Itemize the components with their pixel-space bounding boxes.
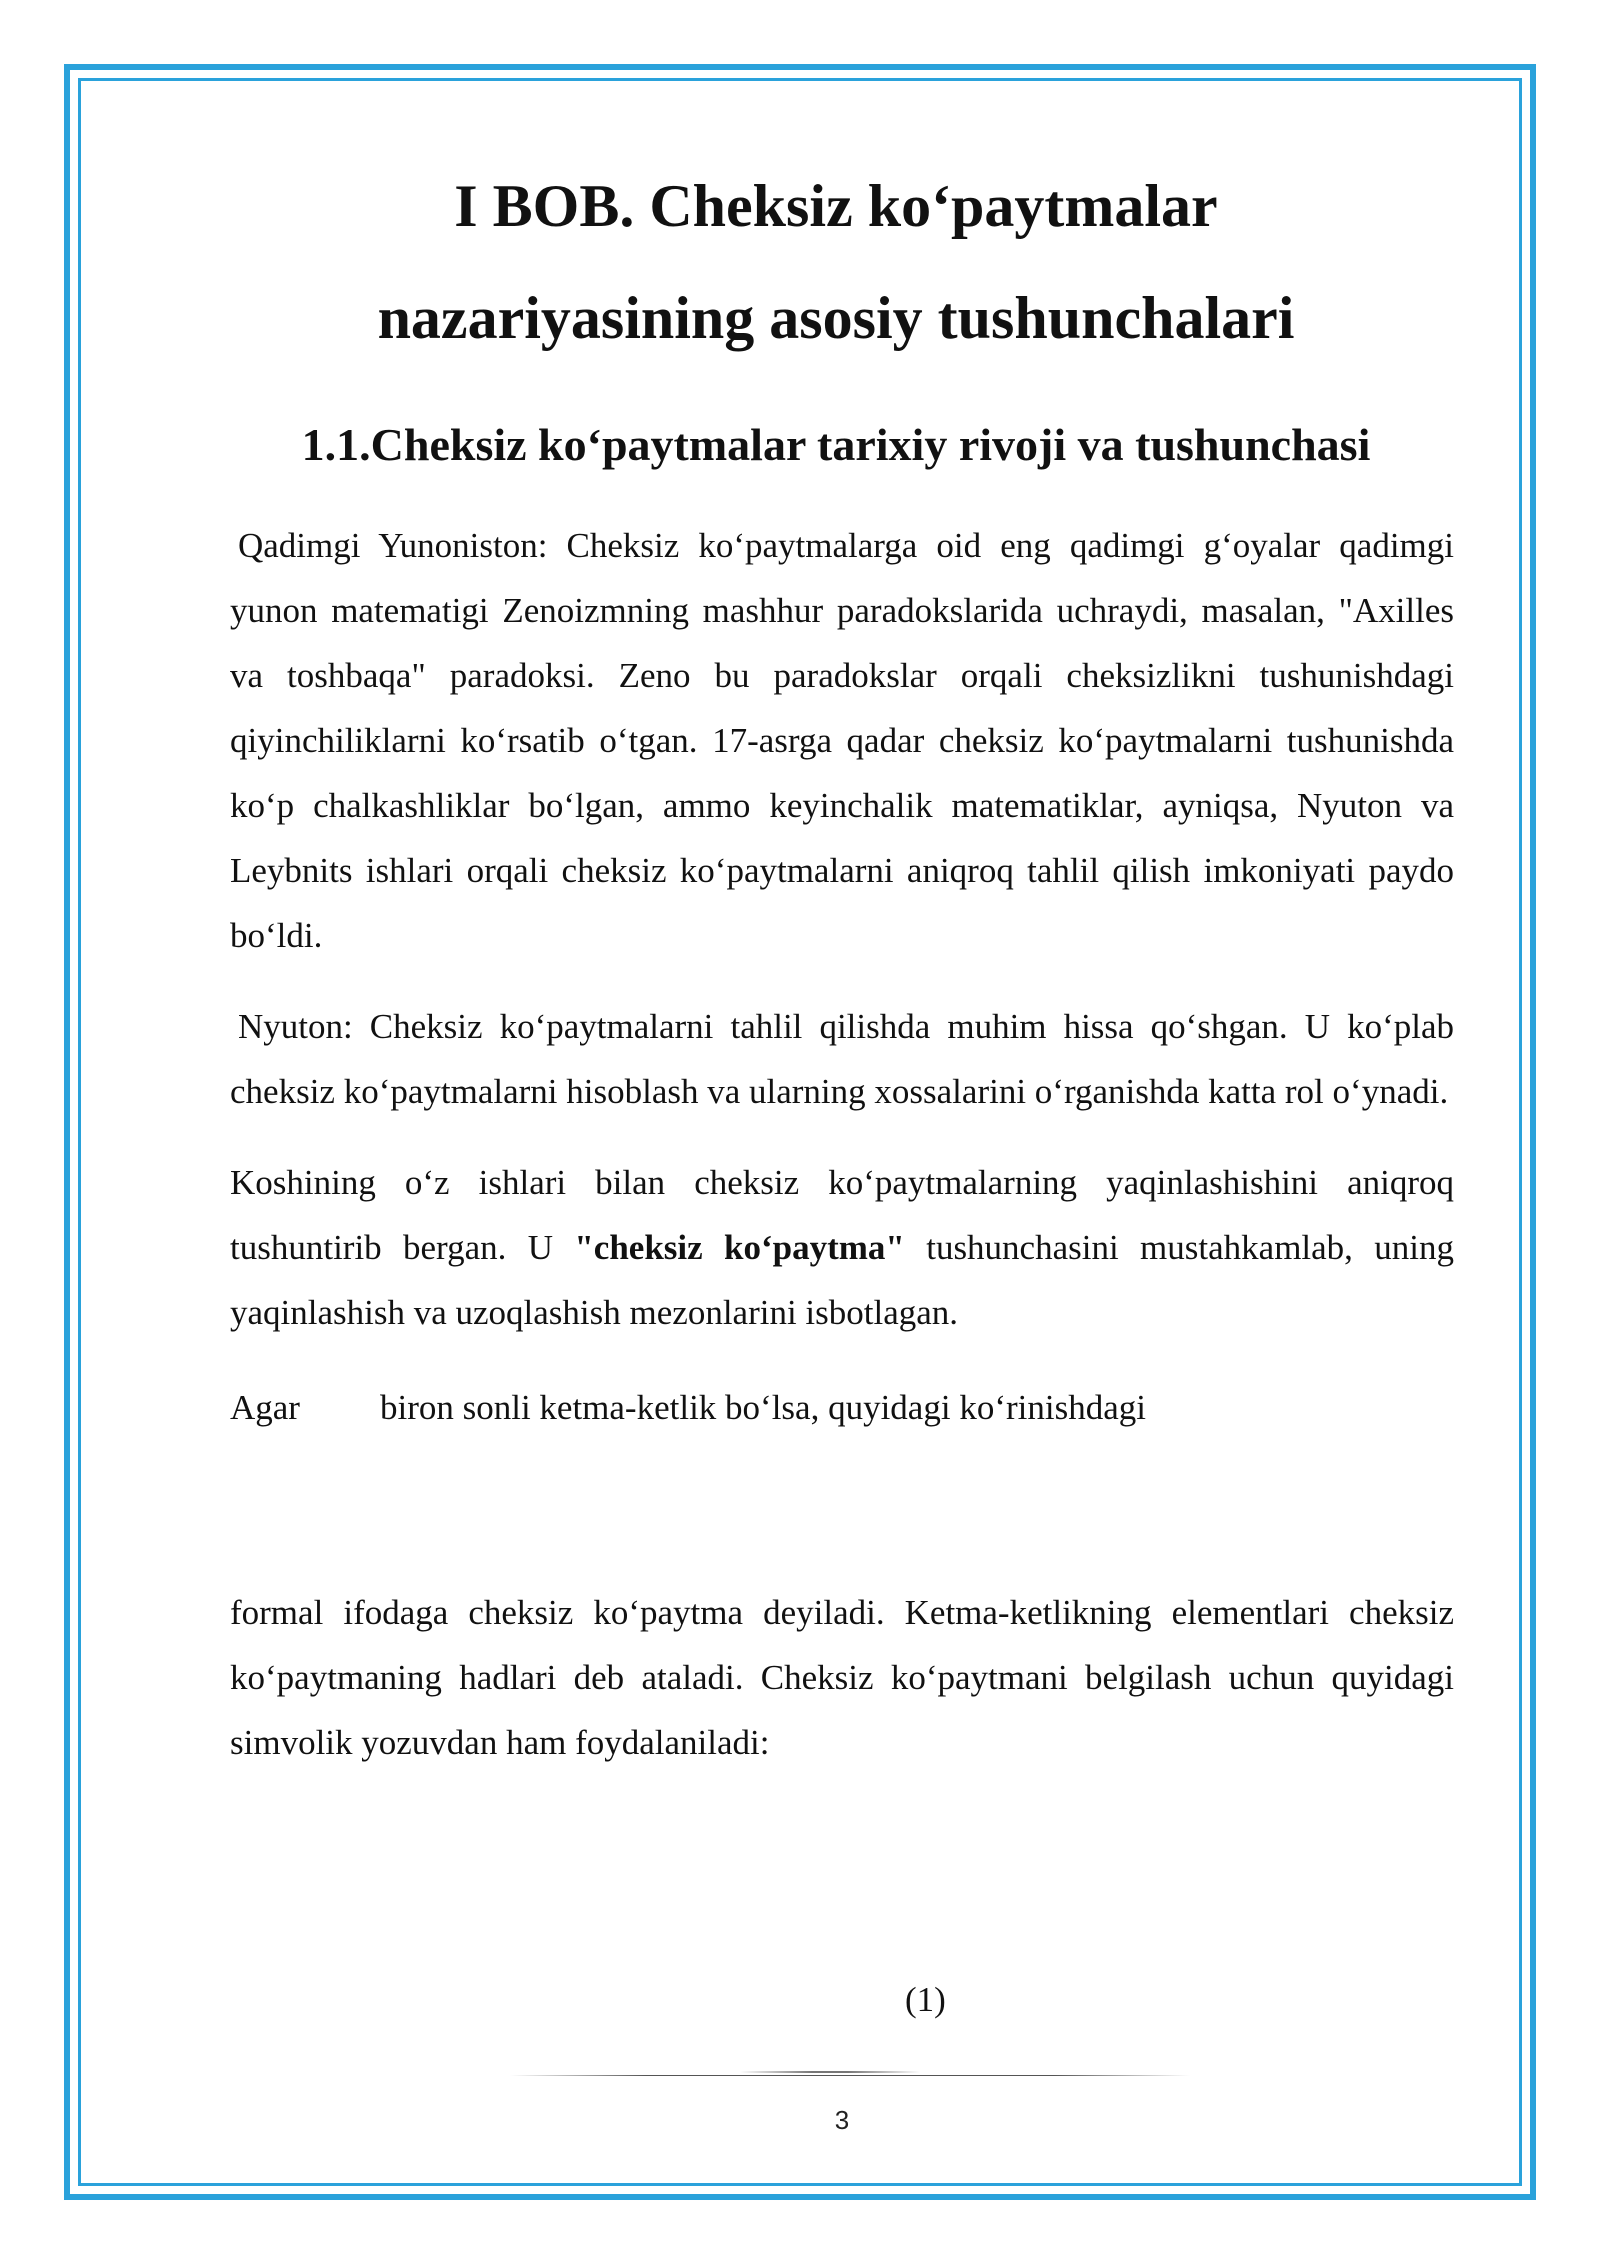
- agar-word: Agar: [230, 1388, 300, 1427]
- paragraph-cauchy-text-2: tushunchasini mustahkamlab, uning yaqinlashish va uzoqlashish mezonlarini isbotlagan.: [230, 1228, 1455, 1332]
- paragraph-ancient-greece: Qadimgi Yunoniston: Cheksiz koʻpaytmalarga oid eng qadimgi gʻoyalar qadimgi yunon matematigi Zenoizmning mashhur paradokslarida uchraydi, masalan, "Axilles va toshbaqa" paradoksi. Zeno bu paradokslar orqali cheksizlikni tushunishdagi qiyinchiliklarni koʻrsatib oʻtgan. 17-asrga qadar cheksiz koʻpaytmalarni tushunishda koʻp chalkashliklar boʻlgan, ammo keyinchalik matematiklar, ayniqsa, Nyuton va Leybnits ishlari orqali cheksiz koʻpaytmalarni aniqroq tahlil qilish imkoniyati paydo boʻldi.: [230, 526, 1454, 955]
- section-title: 1.1.Cheksiz koʻpaytmalar tarixiy rivoji va tushunchasi: [301, 419, 1371, 470]
- paragraph-newton: Nyuton: Cheksiz koʻpaytmalarni tahlil qilishda muhim hissa qoʻshgan. U koʻplab cheksiz koʻpaytmalarni hisoblash va ularning xossalarini oʻrganishda katta rol oʻynadi.: [230, 1007, 1454, 1111]
- chapter-title: [146, 150, 1526, 374]
- paragraph-formal-definition: formal ifodaga cheksiz koʻpaytma deyiladi. Ketma-ketlikning elementlari cheksiz koʻpaytmaning hadlari deb ataladi. Cheksiz koʻpaytmani belgilash uchun quyidagi simvolik yozuvdan ham foydalaniladi:: [230, 1593, 1454, 1762]
- formula-placeholder: [230, 1440, 1454, 1580]
- footer-divider: [510, 2075, 1190, 2076]
- definition-intro-line: [230, 1375, 1454, 1440]
- page-content: [230, 150, 1454, 1801]
- page-number: 3: [834, 2105, 850, 2135]
- paragraph-cauchy-bold-term: "cheksiz koʻpaytma": [574, 1228, 905, 1267]
- chapter-title-line-1: I BOB. Cheksiz koʻpaytmalar: [454, 173, 1218, 239]
- definition-intro-text: biron sonli ketma-ketlik boʻlsa, quyidagi koʻrinishdagi: [379, 1388, 1146, 1427]
- chapter-title-line-2: nazariyasining asosiy tushunchalari: [377, 285, 1295, 351]
- paragraph-cauchy-text-1: Koshining oʻz ishlari bilan cheksiz koʻpaytmalarning yaqinlashishini aniqroq tushuntirib bergan. U: [230, 1163, 1454, 1267]
- paragraph-cauchy: [230, 1150, 1454, 1345]
- footer-divider-accent: [740, 2071, 920, 2073]
- equation-number: (1): [905, 1980, 946, 2019]
